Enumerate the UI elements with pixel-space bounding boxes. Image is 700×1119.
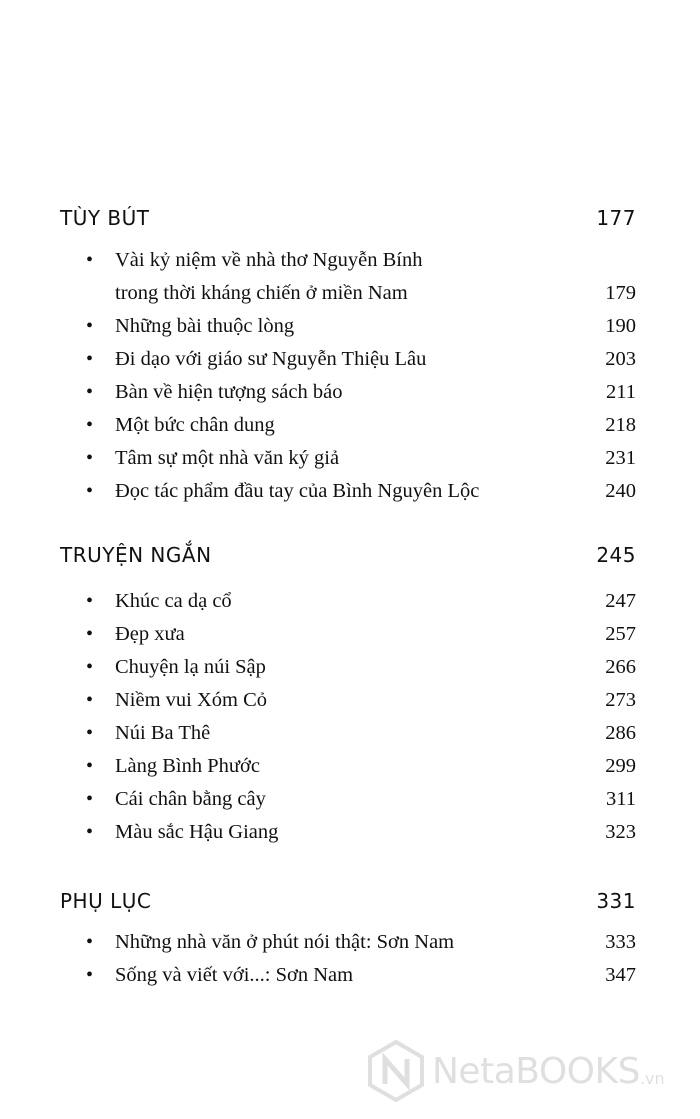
entry-title: Niềm vui Xóm Cỏ	[115, 689, 268, 711]
section-title: TRUYỆN NGẮN	[60, 543, 212, 567]
entry-title: Vài kỷ niệm về nhà thơ Nguyễn Bính	[115, 249, 423, 271]
toc-entry	[86, 409, 636, 442]
entry-title: Làng Bình Phước	[115, 755, 260, 777]
toc-entry	[86, 651, 636, 684]
bullet-icon: •	[86, 656, 94, 678]
bullet-icon: •	[86, 249, 94, 271]
toc-entry	[86, 750, 636, 783]
toc-entry	[86, 585, 636, 618]
toc-entry	[86, 816, 636, 849]
entry-page: 311	[606, 788, 636, 810]
toc-entry	[86, 684, 636, 717]
section-heading	[60, 886, 636, 916]
entry-title: Đi dạo với giáo sư Nguyễn Thiệu Lâu	[115, 348, 427, 370]
toc-entry	[86, 618, 636, 651]
toc-entry	[86, 343, 636, 376]
bullet-icon: •	[86, 623, 94, 645]
bullet-icon: •	[86, 755, 94, 777]
entry-title: Màu sắc Hậu Giang	[115, 821, 279, 843]
bullet-icon: •	[86, 689, 94, 711]
bullet-icon: •	[86, 480, 94, 502]
entry-page: 179	[605, 282, 636, 304]
entry-title: Núi Ba Thê	[115, 722, 211, 744]
watermark-suffix: .vn	[639, 1068, 665, 1088]
entry-page: 211	[606, 381, 636, 403]
toc-entry	[86, 376, 636, 409]
toc-entry	[86, 310, 636, 343]
section-title: TÙY BÚT	[60, 206, 150, 230]
n-logo-icon	[368, 1040, 424, 1102]
entry-title: Một bức chân dung	[115, 414, 275, 436]
bullet-icon: •	[86, 821, 94, 843]
entry-title: Cái chân bằng cây	[115, 788, 266, 810]
bullet-icon: •	[86, 964, 94, 986]
entry-page: 347	[605, 964, 636, 986]
entry-page: 257	[605, 623, 636, 645]
entry-page: 273	[605, 689, 636, 711]
entry-page: 247	[605, 590, 636, 612]
entry-title: Những nhà văn ở phút nói thật: Sơn Nam	[115, 931, 455, 953]
toc-entry	[86, 244, 636, 310]
bullet-icon: •	[86, 348, 94, 370]
bullet-icon: •	[86, 381, 94, 403]
bullet-icon: •	[86, 931, 94, 953]
toc-entry	[86, 717, 636, 750]
toc-entry	[86, 475, 636, 508]
toc-entry	[86, 959, 636, 992]
section-page: 245	[596, 543, 636, 567]
entry-page: 190	[605, 315, 636, 337]
entry-page: 240	[605, 480, 636, 502]
watermark-text: NetaBOOKS	[432, 1050, 640, 1092]
bullet-icon: •	[86, 447, 94, 469]
bullet-icon: •	[86, 414, 94, 436]
section-heading	[60, 540, 636, 570]
entry-title: Chuyện lạ núi Sập	[115, 656, 266, 678]
bullet-icon: •	[86, 722, 94, 744]
bullet-icon: •	[86, 590, 94, 612]
bullet-icon: •	[86, 788, 94, 810]
section-heading	[60, 203, 636, 233]
section-page: 177	[596, 206, 636, 230]
toc-entry	[86, 783, 636, 816]
entry-title: Đẹp xưa	[115, 623, 185, 645]
entry-page: 323	[605, 821, 636, 843]
entry-page: 286	[605, 722, 636, 744]
entry-title: trong thời kháng chiến ở miền Nam	[115, 282, 408, 304]
entry-page: 218	[605, 414, 636, 436]
toc-entry	[86, 926, 636, 959]
section-title: PHỤ LỤC	[60, 889, 152, 913]
section-page: 331	[596, 889, 636, 913]
bullet-icon: •	[86, 315, 94, 337]
toc-entry	[86, 442, 636, 475]
entry-page: 266	[605, 656, 636, 678]
entry-title: Những bài thuộc lòng	[115, 315, 295, 337]
watermark	[368, 1040, 688, 1102]
entry-page: 203	[605, 348, 636, 370]
entry-title: Tâm sự một nhà văn ký giả	[115, 447, 340, 469]
entry-title: Khúc ca dạ cổ	[115, 590, 232, 612]
entry-page: 231	[605, 447, 636, 469]
entry-title: Bàn về hiện tượng sách báo	[115, 381, 343, 403]
entry-title: Sống và viết với...: Sơn Nam	[115, 964, 354, 986]
entry-page: 333	[605, 931, 636, 953]
entry-title: Đọc tác phẩm đầu tay của Bình Nguyên Lộc	[115, 480, 480, 502]
entry-page: 299	[605, 755, 636, 777]
